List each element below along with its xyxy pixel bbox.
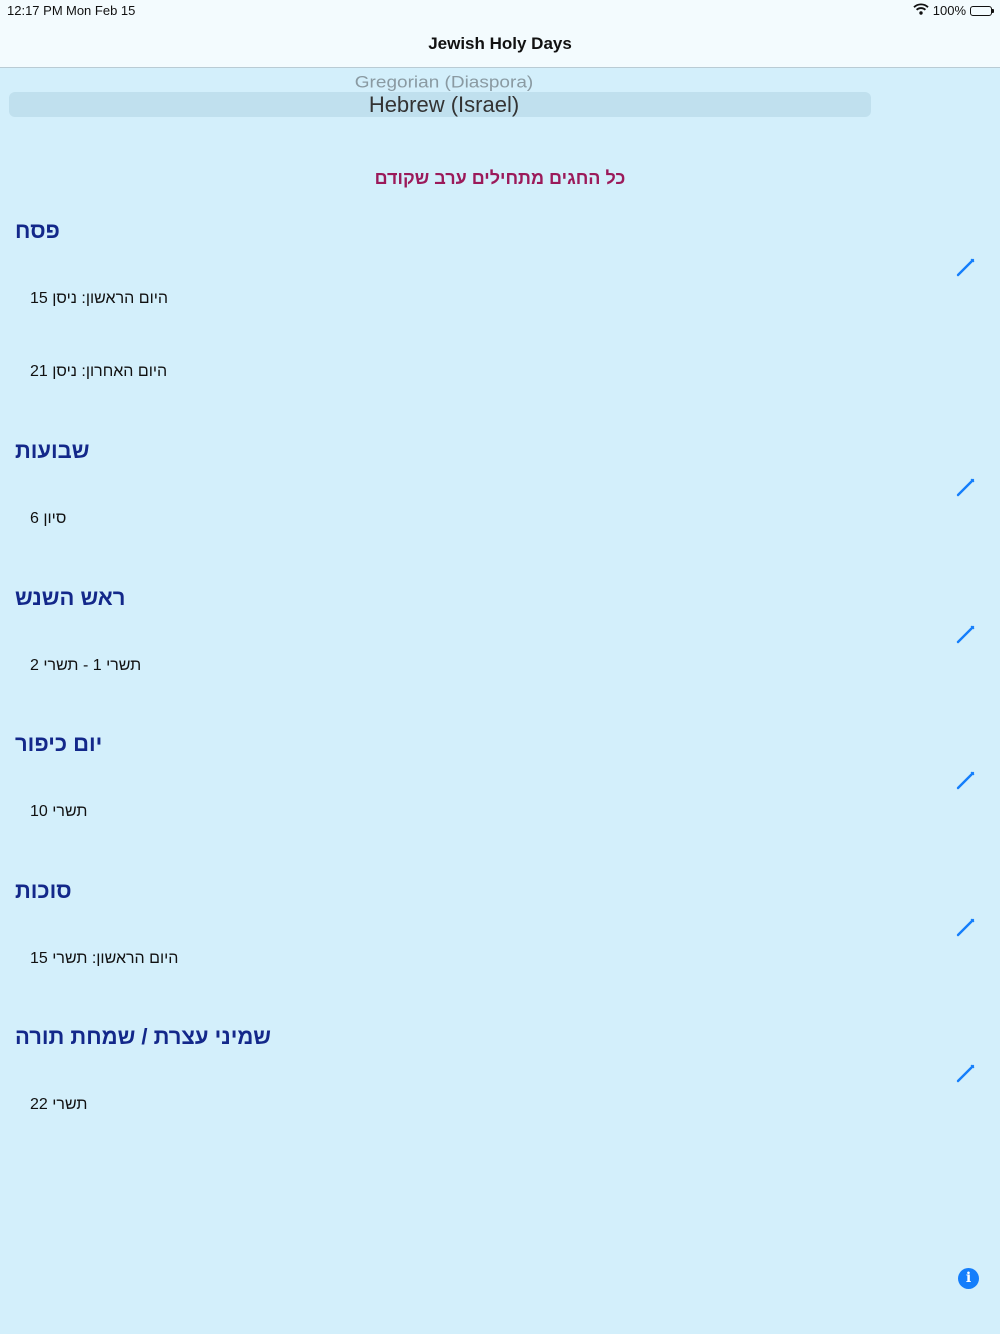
pencil-icon bbox=[955, 925, 977, 942]
day-number: 15 bbox=[30, 950, 48, 967]
month-name: תשרי bbox=[52, 803, 88, 820]
pencil-icon bbox=[955, 1071, 977, 1088]
date-separator: - bbox=[82, 657, 89, 674]
holiday-title: פסח bbox=[15, 218, 60, 243]
status-time: 12:17 PM bbox=[7, 3, 63, 18]
holiday-title: ראש השנש bbox=[15, 585, 126, 610]
date-label: היום הראשון: bbox=[91, 950, 179, 967]
month-name: ניסן bbox=[52, 363, 77, 380]
day-number: 22 bbox=[30, 1096, 48, 1113]
picker-option-selected[interactable]: Hebrew (Israel) bbox=[368, 92, 520, 117]
month-name: תשרי bbox=[43, 657, 79, 674]
status-date: Mon Feb 15 bbox=[66, 3, 136, 18]
month-name: תשרי bbox=[52, 950, 88, 967]
edit-button[interactable] bbox=[955, 916, 977, 938]
holiday-title: סוכות bbox=[15, 878, 72, 903]
navigation-bar bbox=[0, 22, 1000, 68]
edit-button[interactable] bbox=[955, 1062, 977, 1084]
edit-button[interactable] bbox=[955, 769, 977, 791]
date-line bbox=[30, 1096, 87, 1114]
battery-icon bbox=[970, 6, 994, 16]
calendar-type-picker[interactable] bbox=[9, 70, 871, 122]
date-label: היום הראשון: bbox=[81, 290, 169, 307]
holiday-section bbox=[0, 438, 1000, 538]
month-name: תשרי bbox=[52, 1096, 88, 1113]
holiday-section bbox=[0, 218, 1000, 398]
holiday-title: שבועות bbox=[15, 438, 90, 463]
edit-button[interactable] bbox=[955, 623, 977, 645]
pencil-icon bbox=[955, 632, 977, 649]
battery-percent: 100% bbox=[932, 3, 966, 18]
edit-button[interactable] bbox=[955, 476, 977, 498]
date-line bbox=[30, 290, 168, 308]
day-number: 1 bbox=[92, 657, 102, 674]
month-name: ניסן bbox=[52, 290, 77, 307]
status-indicators bbox=[913, 3, 994, 18]
page-title: Jewish Holy Days bbox=[428, 34, 572, 53]
pencil-icon bbox=[955, 265, 977, 282]
month-name: תשרי bbox=[106, 657, 142, 674]
date-line bbox=[30, 657, 141, 675]
edit-button[interactable] bbox=[955, 256, 977, 278]
holiday-section bbox=[0, 731, 1000, 831]
info-icon: i bbox=[965, 1270, 972, 1286]
picker-option-gregorian[interactable]: Gregorian (Diaspora) bbox=[354, 73, 534, 92]
date-label: היום האחרון: bbox=[81, 363, 168, 380]
day-number: 15 bbox=[30, 290, 48, 307]
month-name: סיון bbox=[43, 510, 67, 527]
pencil-icon bbox=[955, 485, 977, 502]
holiday-title: יום כיפור bbox=[15, 731, 103, 756]
day-number: 2 bbox=[30, 657, 39, 674]
pencil-icon bbox=[955, 778, 977, 795]
info-button[interactable] bbox=[958, 1268, 979, 1289]
holiday-title: שמיני עצרת / שמחת תורה bbox=[15, 1024, 272, 1049]
date-line bbox=[30, 950, 178, 968]
holiday-section bbox=[0, 878, 1000, 978]
day-number: 10 bbox=[30, 803, 48, 820]
date-line bbox=[30, 803, 87, 821]
date-line bbox=[30, 510, 66, 528]
status-bar bbox=[0, 0, 1000, 22]
wifi-icon bbox=[913, 3, 929, 18]
date-line bbox=[30, 363, 167, 381]
day-number: 6 bbox=[30, 510, 39, 527]
holidays-note: כל החגים מתחילים ערב שקודם bbox=[374, 168, 626, 188]
day-number: 21 bbox=[30, 363, 48, 380]
holiday-section bbox=[0, 1024, 1000, 1124]
holiday-section bbox=[0, 585, 1000, 685]
